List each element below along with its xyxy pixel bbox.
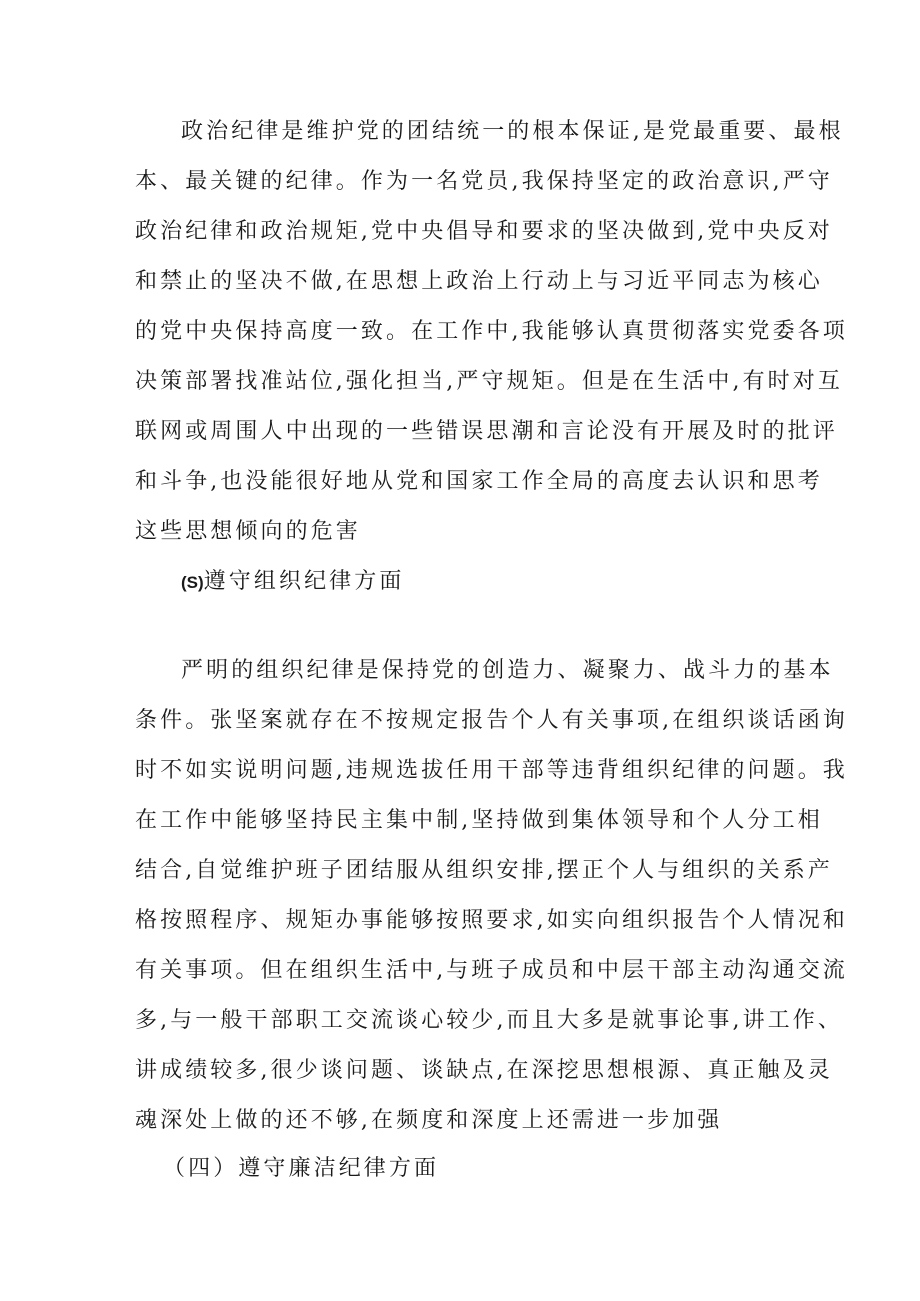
paragraph-line: 时不如实说明问题,违规选拔任用干部等违背组织纪律的问题。我: [135, 758, 848, 783]
section-heading-organization: [181, 567, 404, 598]
paragraph-line: 这些思想倾向的危害: [135, 519, 361, 544]
section-heading-integrity: （四）遵守廉洁纪律方面: [163, 1156, 440, 1181]
paragraph-line: 决策部署找准站位,强化担当,严守规矩。但是在生活中,有时对互: [135, 369, 843, 394]
paragraph-line: 的党中央保持高度一致。在工作中,我能够认真贯彻落实党委各项: [135, 319, 848, 344]
section-heading-prefix: (S): [181, 573, 204, 592]
paragraph-line: 和禁止的坚决不做,在思想上政治上行动上与习近平同志为核心: [135, 269, 823, 294]
paragraph-line: 格按照程序、规矩办事能够按照要求,如实向组织报告个人情况和: [135, 908, 848, 933]
paragraph-line: 在工作中能够坚持民主集中制,坚持做到集体领导和个人分工相: [135, 808, 823, 833]
paragraph-line: 讲成绩较多,很少谈问题、谈缺点,在深挖思想根源、真正触及灵: [135, 1058, 833, 1083]
paragraph-line: 政治纪律和政治规矩,党中央倡导和要求的坚决做到,党中央反对: [135, 219, 833, 244]
paragraph-line: 本、最关键的纪律。作为一名党员,我保持坚定的政治意识,严守: [135, 169, 833, 194]
paragraph-line: 联网或周围人中出现的一些错误思潮和言论没有开展及时的批评: [135, 419, 838, 444]
section-heading-text: 遵守组织纪律方面: [203, 569, 405, 594]
paragraph-line: 魂深处上做的还不够,在频度和深度上还需进一步加强: [135, 1108, 723, 1133]
paragraph-line: 政治纪律是维护党的团结统一的根本保证,是党最重要、最根: [181, 119, 844, 144]
paragraph-line: 有关事项。但在组织生活中,与班子成员和中层干部主动沟通交流: [135, 958, 848, 983]
paragraph-line: 结合,自觉维护班子团结服从组织安排,摆正个人与组织的关系产: [135, 858, 833, 883]
paragraph-line: 条件。张坚案就存在不按规定报告个人有关事项,在组织谈话函询: [135, 708, 848, 733]
paragraph-line: 多,与一般干部职工交流谈心较少,而且大多是就事论事,讲工作、: [135, 1008, 843, 1033]
paragraph-line: 严明的组织纪律是保持党的创造力、凝聚力、战斗力的基本: [181, 658, 834, 683]
paragraph-line: 和斗争,也没能很好地从党和国家工作全局的高度去认识和思考: [135, 469, 823, 494]
